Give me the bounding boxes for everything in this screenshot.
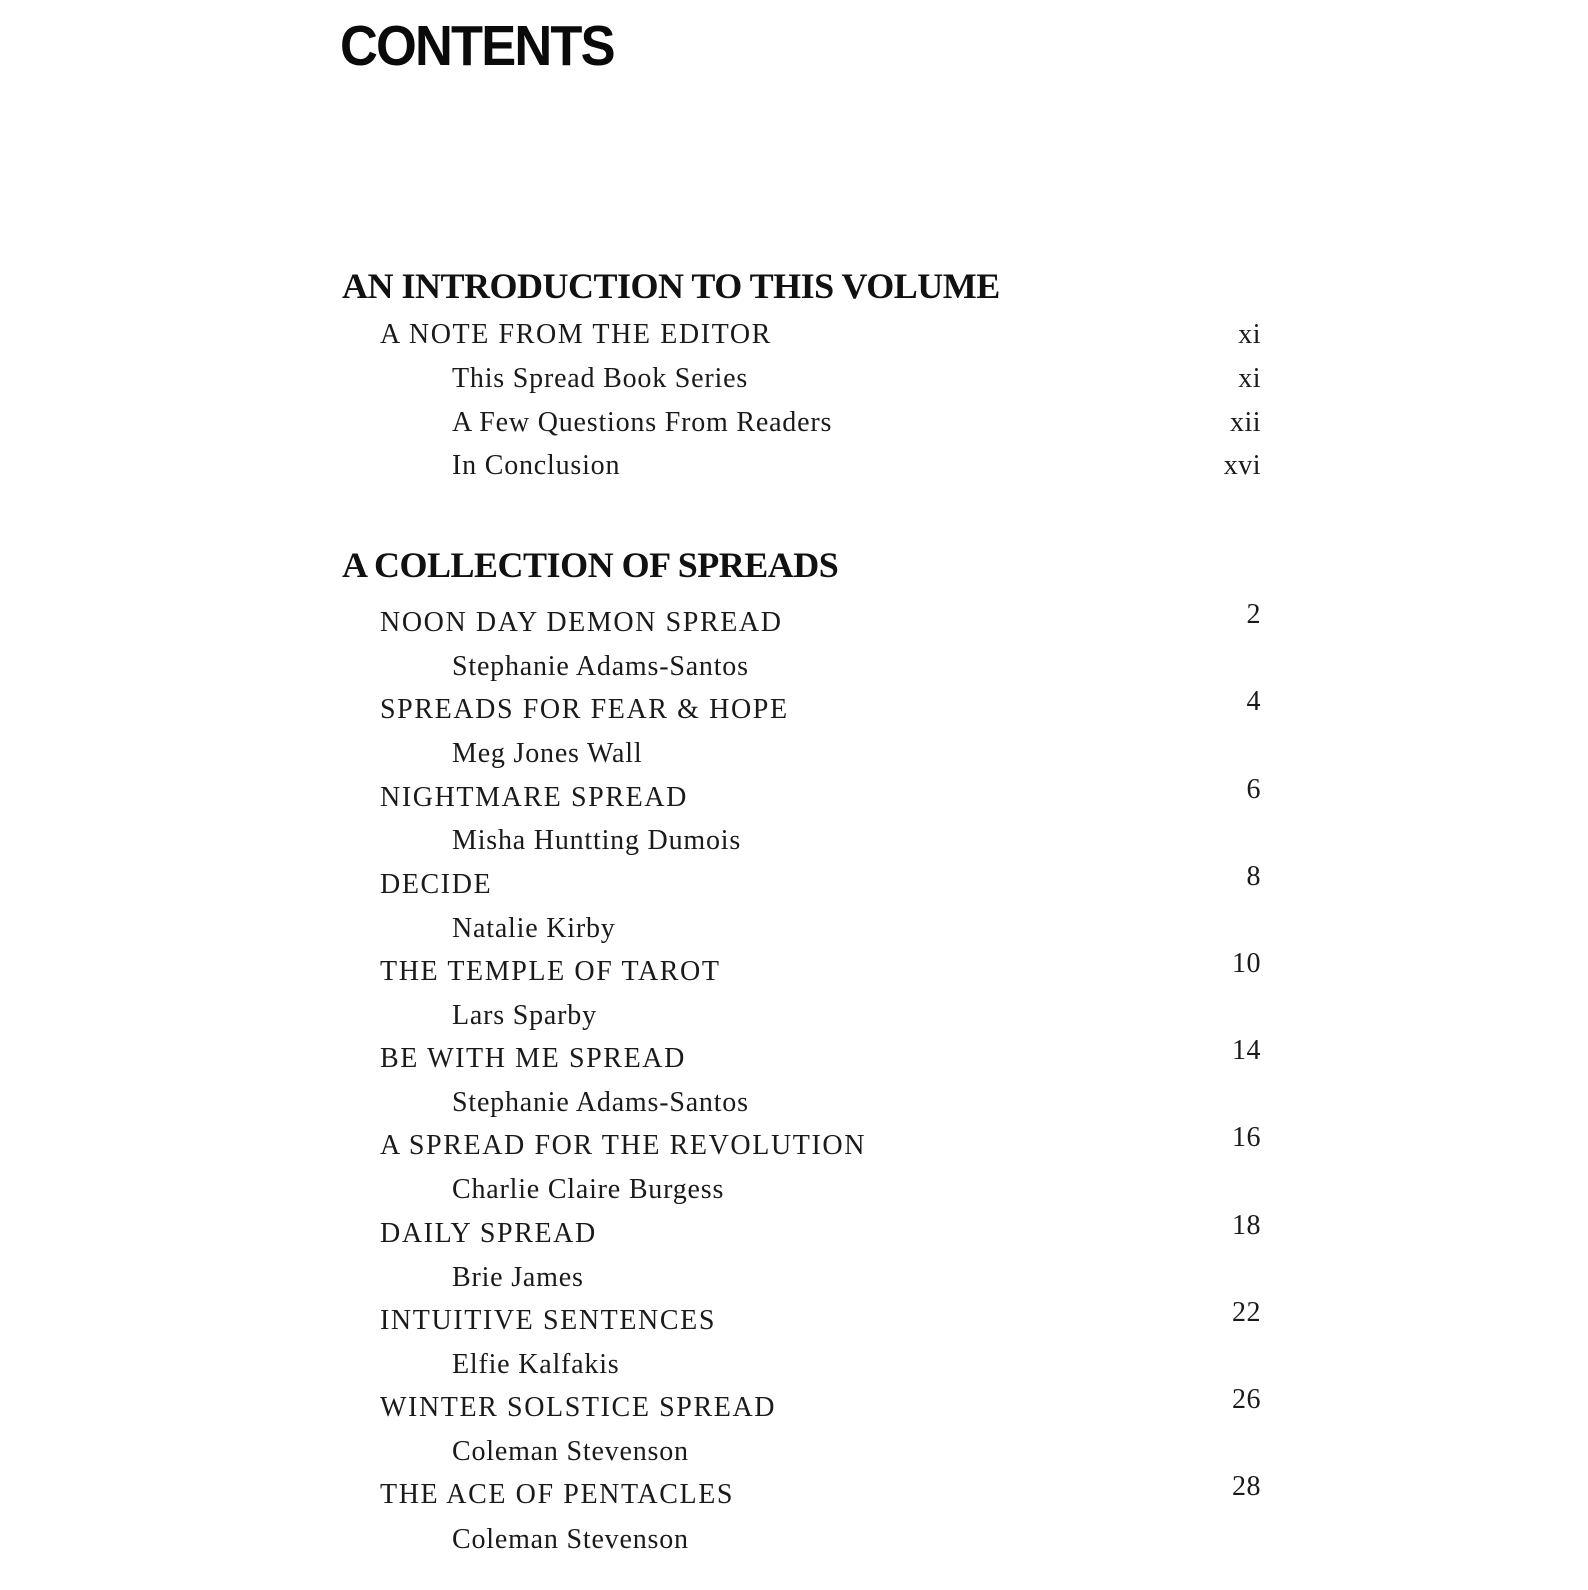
toc-author-row bbox=[0, 1520, 1588, 1560]
toc-author-row bbox=[0, 1083, 1588, 1123]
spread-author: Meg Jones Wall bbox=[452, 738, 643, 769]
toc-author-row bbox=[0, 1432, 1588, 1472]
toc-entry-spread[interactable] bbox=[0, 1297, 1588, 1341]
toc-page-number: 28 bbox=[1232, 1471, 1261, 1502]
spread-author: Stephanie Adams-Santos bbox=[452, 651, 749, 682]
spread-author: Coleman Stevenson bbox=[452, 1524, 689, 1555]
spread-author: Natalie Kirby bbox=[452, 913, 616, 944]
toc-entry-label: In Conclusion bbox=[452, 450, 621, 481]
toc-entry-spread[interactable] bbox=[0, 1035, 1588, 1079]
toc-page-number: 22 bbox=[1232, 1297, 1261, 1328]
toc-page-number: 18 bbox=[1232, 1210, 1261, 1241]
page-title: CONTENTS bbox=[340, 14, 614, 78]
toc-entry-note-from-editor[interactable] bbox=[0, 315, 1588, 355]
spread-author: Misha Huntting Dumois bbox=[452, 825, 742, 856]
toc-page-number: xii bbox=[1229, 407, 1261, 438]
toc-page-number: 26 bbox=[1232, 1384, 1261, 1415]
toc-author-row bbox=[0, 734, 1588, 774]
toc-entry-questions-from-readers[interactable] bbox=[0, 403, 1588, 443]
toc-entry-label: A Few Questions From Readers bbox=[452, 407, 833, 438]
toc-page-number: xi bbox=[1238, 363, 1261, 394]
spread-title: DAILY SPREAD bbox=[380, 1218, 597, 1249]
toc-entry-spread[interactable] bbox=[0, 861, 1588, 905]
spread-title: THE ACE OF PENTACLES bbox=[380, 1479, 735, 1510]
part-heading-collection: A COLLECTION OF SPREADS bbox=[342, 545, 839, 585]
toc-entry-spread[interactable] bbox=[0, 948, 1588, 992]
toc-page-number: xvi bbox=[1223, 450, 1261, 481]
toc-page-number: 16 bbox=[1232, 1122, 1261, 1153]
part-heading-introduction: AN INTRODUCTION TO THIS VOLUME bbox=[342, 266, 1000, 306]
toc-entry-spread[interactable] bbox=[0, 686, 1588, 730]
spread-title: NOON DAY DEMON SPREAD bbox=[380, 607, 783, 638]
toc-author-row bbox=[0, 1170, 1588, 1210]
toc-author-row bbox=[0, 647, 1588, 687]
toc-entry-spread[interactable] bbox=[0, 1210, 1588, 1254]
toc-entry-spread[interactable] bbox=[0, 599, 1588, 643]
toc-page-number: 6 bbox=[1246, 774, 1261, 805]
toc-page-number: 10 bbox=[1232, 948, 1261, 979]
toc-entry-spread[interactable] bbox=[0, 1471, 1588, 1515]
spread-author: Charlie Claire Burgess bbox=[452, 1174, 725, 1205]
spread-author: Stephanie Adams-Santos bbox=[452, 1087, 749, 1118]
toc-author-row bbox=[0, 909, 1588, 949]
toc-entry-spread[interactable] bbox=[0, 774, 1588, 818]
spread-title: WINTER SOLSTICE SPREAD bbox=[380, 1392, 777, 1423]
spread-title: BE WITH ME SPREAD bbox=[380, 1043, 686, 1074]
toc-page-number: xi bbox=[1238, 319, 1261, 350]
spread-title: INTUITIVE SENTENCES bbox=[380, 1305, 717, 1336]
spread-author: Elfie Kalfakis bbox=[452, 1349, 620, 1380]
toc-author-row bbox=[0, 1345, 1588, 1385]
spread-author: Lars Sparby bbox=[452, 1000, 597, 1031]
spread-author: Brie James bbox=[452, 1262, 584, 1293]
spread-title: NIGHTMARE SPREAD bbox=[380, 782, 688, 813]
toc-page-number: 8 bbox=[1246, 861, 1261, 892]
toc-entry-spread[interactable] bbox=[0, 1122, 1588, 1166]
spread-title: DECIDE bbox=[380, 869, 493, 900]
toc-page-number: 14 bbox=[1232, 1035, 1261, 1066]
spread-title: A SPREAD FOR THE REVOLUTION bbox=[380, 1130, 867, 1161]
toc-entry-spread-book-series[interactable] bbox=[0, 359, 1588, 399]
toc-page-number: 2 bbox=[1246, 599, 1261, 630]
spread-title: THE TEMPLE OF TAROT bbox=[380, 956, 721, 987]
toc-author-row bbox=[0, 821, 1588, 861]
toc-entry-label: A NOTE FROM THE EDITOR bbox=[380, 319, 772, 350]
toc-entry-label: This Spread Book Series bbox=[452, 363, 749, 394]
toc-entry-in-conclusion[interactable] bbox=[0, 446, 1588, 486]
spread-author: Coleman Stevenson bbox=[452, 1436, 689, 1467]
toc-author-row bbox=[0, 1258, 1588, 1298]
spread-title: SPREADS FOR FEAR & HOPE bbox=[380, 694, 789, 725]
toc-author-row bbox=[0, 996, 1588, 1036]
toc-entry-spread[interactable] bbox=[0, 1384, 1588, 1428]
toc-page-number: 4 bbox=[1246, 686, 1261, 717]
